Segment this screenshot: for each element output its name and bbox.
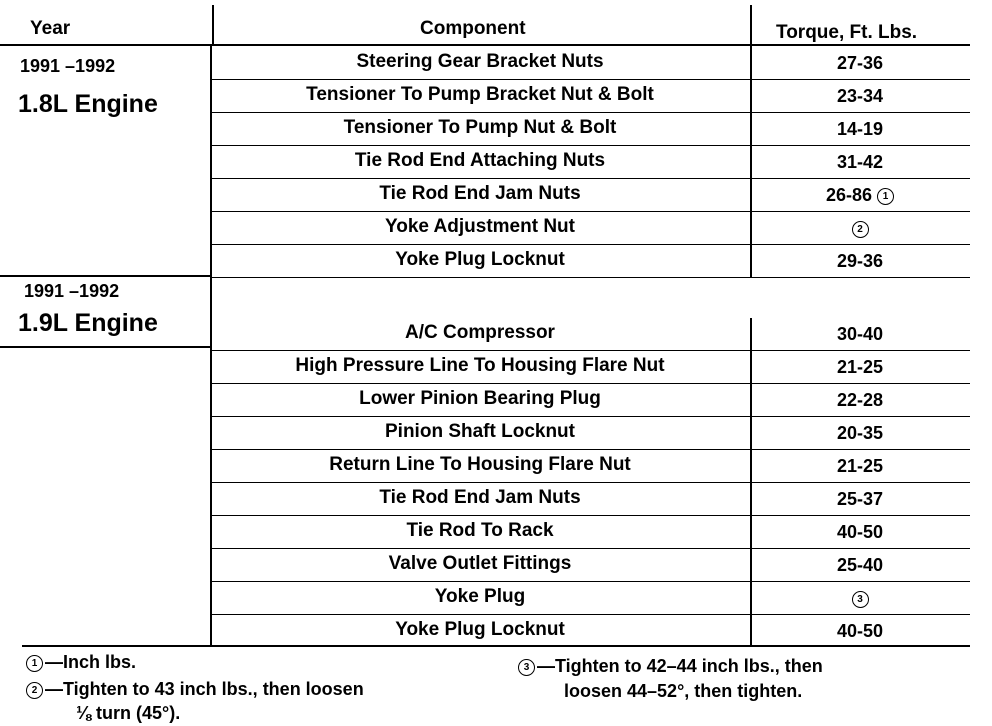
torque-cell	[750, 390, 970, 411]
table-row	[210, 212, 970, 245]
torque-cell	[750, 588, 970, 609]
table-row	[210, 318, 970, 351]
footnote-marker-icon: 1	[877, 188, 894, 205]
torque-value: 30-40	[836, 324, 884, 344]
component-cell: A/C Compressor	[405, 322, 555, 343]
footnote-marker-icon: 1	[26, 655, 43, 672]
header-year: Year	[30, 18, 71, 39]
component-cell: Tie Rod End Jam Nuts	[379, 183, 581, 204]
footnote-text: —Inch lbs.	[45, 652, 137, 672]
table-row	[210, 179, 970, 212]
torque-value: 14-19	[836, 119, 884, 139]
component-cell: Yoke Plug	[434, 586, 526, 607]
torque-value: 21-25	[836, 456, 884, 476]
group-year: 1991 –1992	[20, 56, 116, 76]
header-divider-right	[750, 5, 752, 45]
torque-value: 21-25	[836, 357, 884, 377]
table-row	[210, 450, 970, 483]
torque-value: 26-86	[825, 185, 873, 205]
table-row	[210, 384, 970, 417]
component-cell: Lower Pinion Bearing Plug	[359, 388, 601, 409]
group-engine: 1.9L Engine	[18, 309, 158, 337]
torque-value: 31-42	[836, 152, 884, 172]
table-row	[210, 516, 970, 549]
header-rule	[0, 44, 970, 46]
torque-cell	[750, 456, 970, 477]
footnote	[26, 652, 136, 673]
table-row	[210, 483, 970, 516]
table-row	[210, 549, 970, 582]
torque-cell	[750, 423, 970, 444]
footnote-marker-icon: 3	[852, 591, 869, 608]
footnote-text-continued: ⅛ turn (45°).	[76, 703, 181, 723]
table-bottom-rule	[22, 645, 970, 647]
component-cell: Return Line To Housing Flare Nut	[329, 454, 631, 475]
footnote-text: —Tighten to 42–44 inch lbs., then	[537, 656, 823, 676]
component-cell: Tie Rod To Rack	[406, 520, 554, 541]
torque-value: 27-36	[836, 53, 884, 73]
section-rule	[210, 277, 970, 278]
torque-cell	[750, 53, 970, 74]
table-row	[210, 146, 970, 179]
group-year: 1991 –1992	[24, 281, 120, 301]
footnote-marker-icon: 2	[852, 221, 869, 238]
footnote-text: —Tighten to 43 inch lbs., then loosen	[45, 679, 364, 699]
component-cell: Tie Rod End Attaching Nuts	[354, 150, 606, 171]
torque-value: 20-35	[836, 423, 884, 443]
header-divider-left	[212, 5, 214, 45]
torque-cell	[750, 218, 970, 239]
torque-cell	[750, 621, 970, 642]
torque-value: 40-50	[836, 522, 884, 542]
header-torque: Torque, Ft. Lbs.	[776, 22, 918, 43]
component-cell: Valve Outlet Fittings	[388, 553, 572, 574]
component-cell: Tensioner To Pump Bracket Nut & Bolt	[306, 84, 654, 105]
footnote-marker-icon: 3	[518, 659, 535, 676]
group-separator	[0, 275, 212, 277]
group-separator	[0, 346, 212, 348]
torque-cell	[750, 152, 970, 173]
torque-value: 29-36	[836, 251, 884, 271]
torque-cell	[750, 86, 970, 107]
torque-cell	[750, 185, 970, 206]
torque-value: 40-50	[836, 621, 884, 641]
table-row	[210, 47, 970, 80]
component-cell: Tensioner To Pump Nut & Bolt	[343, 117, 617, 138]
torque-cell	[750, 522, 970, 543]
torque-value: 22-28	[836, 390, 884, 410]
table-row	[210, 80, 970, 113]
torque-cell	[750, 555, 970, 576]
torque-cell	[750, 119, 970, 140]
torque-value: 23-34	[836, 86, 884, 106]
table-row	[210, 113, 970, 146]
footnote	[26, 679, 364, 700]
table-row	[210, 245, 970, 277]
component-cell: High Pressure Line To Housing Flare Nut	[295, 355, 665, 376]
table-row	[210, 417, 970, 450]
torque-cell	[750, 489, 970, 510]
torque-cell	[750, 251, 970, 272]
footnote-marker-icon: 2	[26, 682, 43, 699]
torque-cell	[750, 324, 970, 345]
component-cell: Tie Rod End Jam Nuts	[379, 487, 581, 508]
footnote	[518, 656, 823, 677]
group-engine: 1.8L Engine	[18, 90, 158, 118]
footnote-text-continued: loosen 44–52°, then tighten.	[564, 681, 803, 701]
table-row	[210, 582, 970, 615]
component-cell: Steering Gear Bracket Nuts	[356, 51, 604, 72]
torque-value: 25-40	[836, 555, 884, 575]
table-row	[210, 351, 970, 384]
torque-cell	[750, 357, 970, 378]
component-cell: Yoke Adjustment Nut	[384, 216, 575, 237]
torque-value: 25-37	[836, 489, 884, 509]
component-cell: Pinion Shaft Locknut	[385, 421, 575, 442]
component-cell: Yoke Plug Locknut	[395, 249, 565, 270]
component-cell: Yoke Plug Locknut	[395, 619, 565, 640]
table-row	[210, 615, 970, 647]
header-component: Component	[420, 18, 526, 39]
